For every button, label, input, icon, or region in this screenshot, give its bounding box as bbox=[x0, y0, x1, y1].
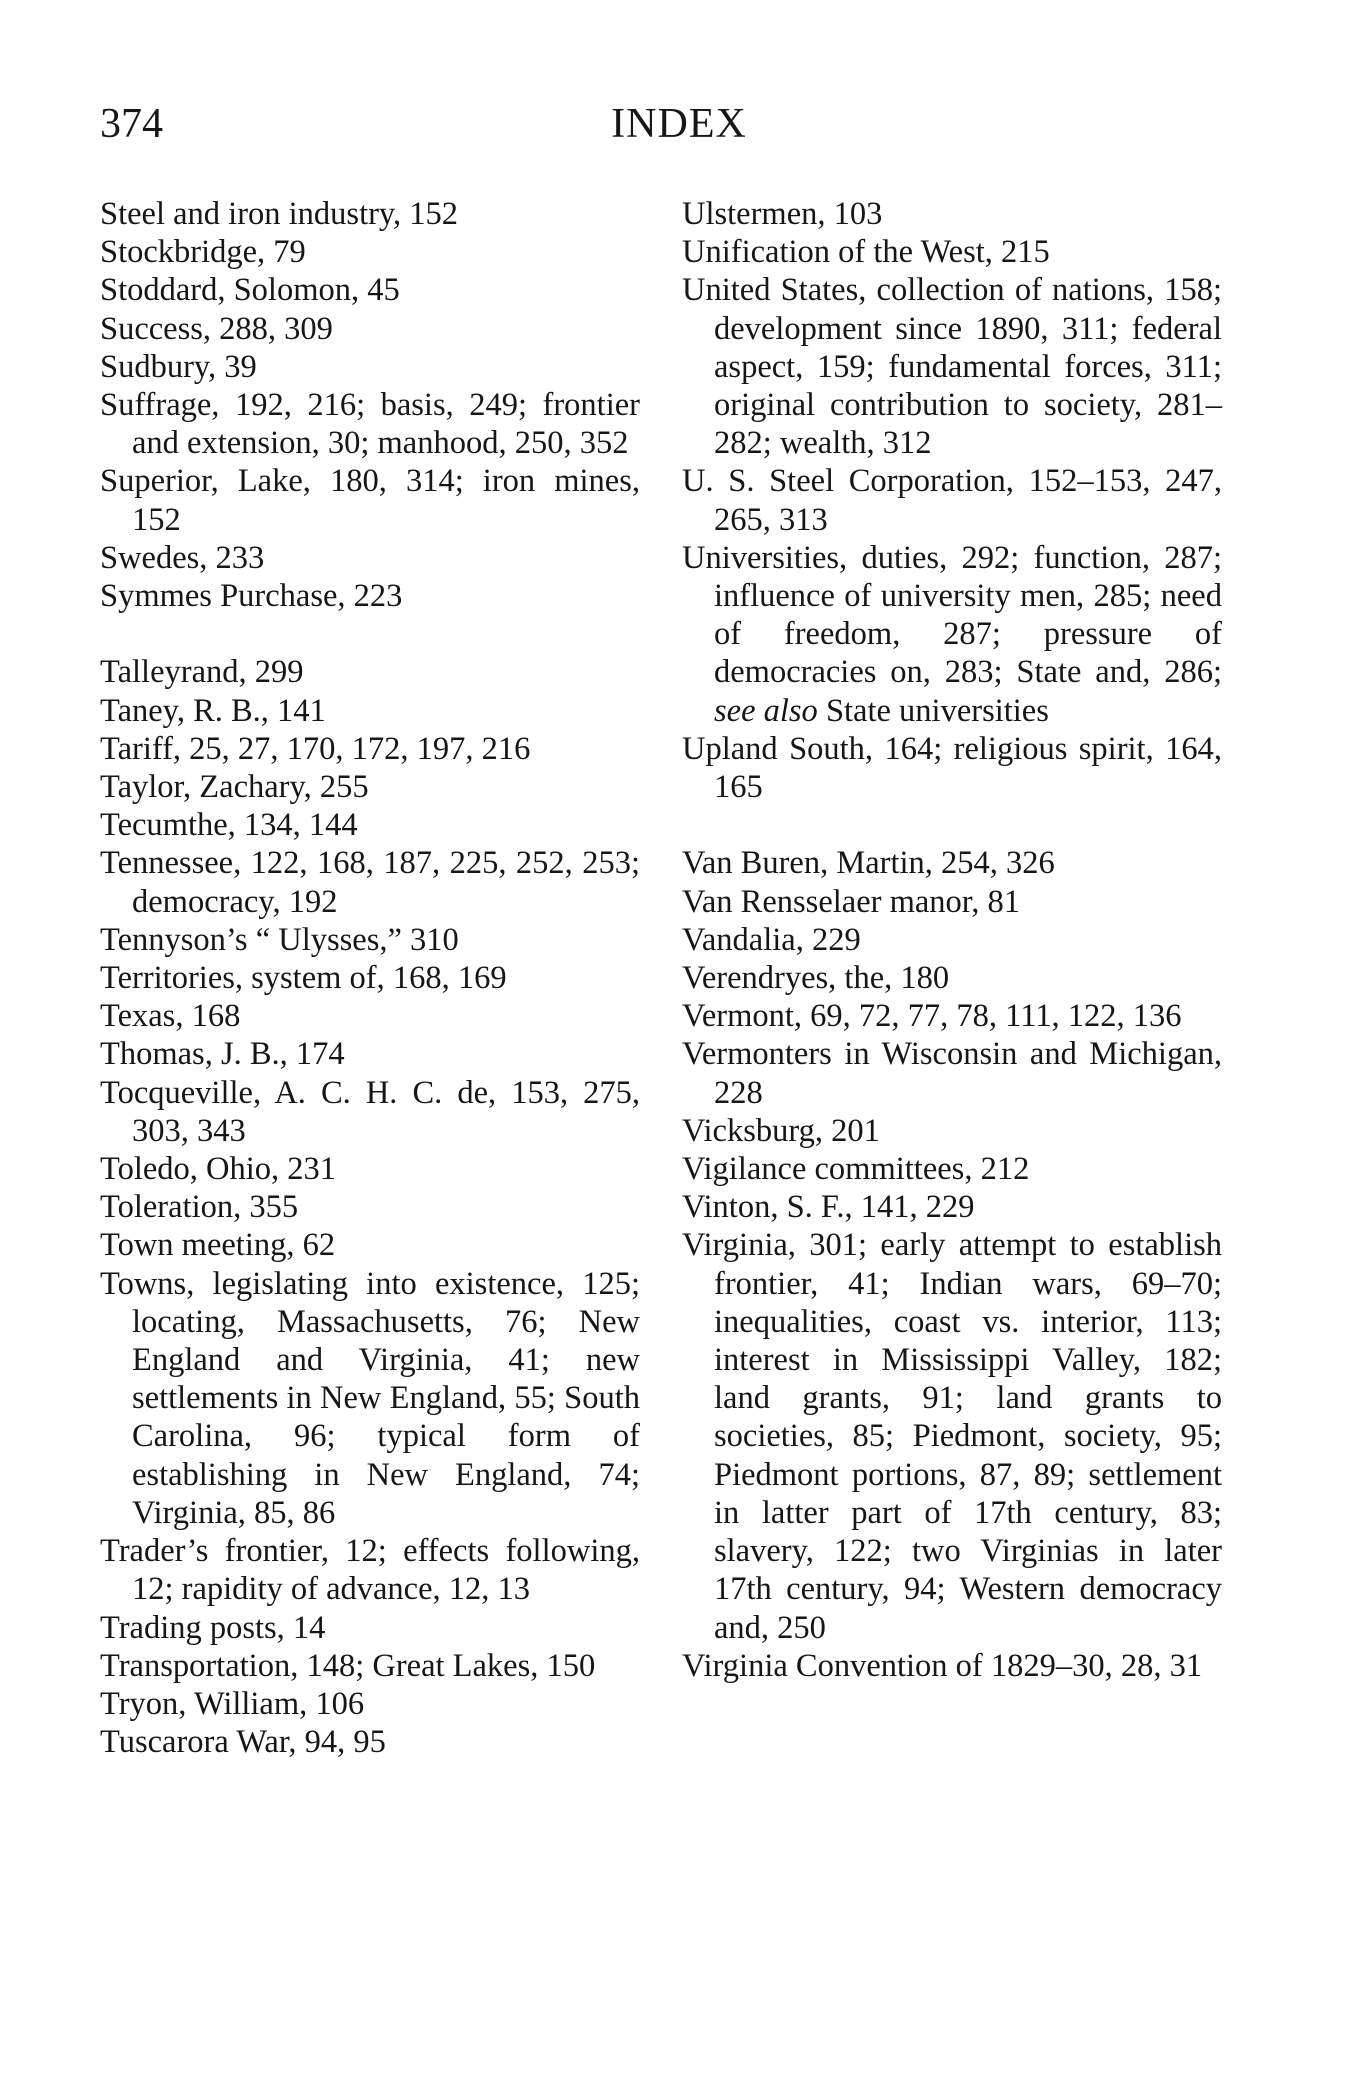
index-entry: Vermont, 69, 72, 77, 78, 111, 122, 136 bbox=[682, 998, 1182, 1035]
index-entry: Tariff, 25, 27, 170, 172, 197, 216 bbox=[100, 730, 531, 767]
index-entry: Sudbury, 39 bbox=[100, 348, 257, 385]
index-entry: Ulstermen, 103 bbox=[682, 196, 883, 232]
index-entry: Stoddard, Solomon, 45 bbox=[100, 272, 400, 309]
index-entry: Tecumthe, 134, 144 bbox=[100, 807, 358, 844]
page-number: 374 bbox=[100, 101, 163, 147]
index-entry: Stockbridge, 79 bbox=[100, 234, 306, 271]
index-entry: Tocqueville, A. C. H. C. de, 153, 275, 303, 343 bbox=[100, 1074, 640, 1149]
index-entry: Town meeting, 62 bbox=[100, 1227, 336, 1264]
index-entry: U. S. Steel Corporation, 152–153, 247, 265, 313 bbox=[682, 463, 1222, 538]
index-entry: Unification of the West, 215 bbox=[682, 234, 1050, 271]
index-entry: Swedes, 233 bbox=[100, 539, 265, 576]
index-entry: Tennyson’s “ Ulysses,” 310 bbox=[100, 921, 459, 958]
index-entry: Transportation, 148; Great Lakes, 150 bbox=[100, 1647, 596, 1684]
index-entry: Toleration, 355 bbox=[100, 1189, 299, 1226]
index-entry: Taylor, Zachary, 255 bbox=[100, 769, 369, 806]
index-entry: Vermonters in Wisconsin and Michigan, 228 bbox=[682, 1036, 1222, 1111]
index-entry: United States, collection of nations, 158; development since 1890, 311; federal aspect, 159; fundamental forces, 311; original contribution to society, 281–282; wealth, 312 bbox=[682, 272, 1222, 462]
index-entry: Vigilance committees, 212 bbox=[682, 1151, 1030, 1188]
page-title: INDEX bbox=[611, 101, 747, 147]
index-entry: Toledo, Ohio, 231 bbox=[100, 1151, 337, 1188]
entry-text: Universities, duties, 292; function, 287; influence of university men, 285; need of freedom, 287; pressure of democracies on, 283; State and, 286; bbox=[682, 539, 1222, 691]
index-entry: Towns, legislating into existence, 125; locating, Massachusetts, 76; New England and Virginia, 41; new settlements in New England, 55; South Carolina, 96; typical form of establishing in New England, 74; Virginia, 85, 86 bbox=[100, 1265, 640, 1531]
index-column-left bbox=[100, 195, 640, 1761]
index-entry-universities bbox=[682, 539, 1222, 730]
cross-reference-target: State universities bbox=[825, 692, 1049, 729]
index-entry: Vicksburg, 201 bbox=[682, 1112, 880, 1149]
index-entry: Thomas, J. B., 174 bbox=[100, 1036, 345, 1073]
index-entry: Verendryes, the, 180 bbox=[682, 960, 950, 997]
index-entry: Tryon, William, 106 bbox=[100, 1685, 365, 1722]
index-entry: Territories, system of, 168, 169 bbox=[100, 960, 507, 997]
cross-reference-label: see also bbox=[714, 692, 818, 729]
index-entry: Trader’s frontier, 12; effects following, 12; rapidity of advance, 12, 13 bbox=[100, 1533, 640, 1608]
index-entry: Van Buren, Martin, 254, 326 bbox=[682, 845, 1055, 882]
index-entry: Texas, 168 bbox=[100, 998, 241, 1035]
letter-group-divider bbox=[682, 806, 1222, 844]
index-entry: Upland South, 164; religious spirit, 164, 165 bbox=[682, 730, 1222, 806]
index-entry: Virginia, 301; early attempt to establish frontier, 41; Indian wars, 69–70; inequalities, coast vs. interior, 113; interest in Mississippi Valley, 182; land grants, 91; land grants to societies, 85; Piedmont, society, 95; Piedmont portions, 87, 89; settlement in latter part of 17th century, 83; slavery, 122; two Virginias in later 17th century, 94; Western democracy and, 250 bbox=[682, 1227, 1222, 1646]
index-entry: Superior, Lake, 180, 314; iron mines, 152 bbox=[100, 463, 640, 538]
index-entry: Success, 288, 309 bbox=[100, 310, 333, 347]
letter-group-divider bbox=[100, 615, 640, 653]
index-entry: Tennessee, 122, 168, 187, 225, 252, 253; democracy, 192 bbox=[100, 845, 640, 920]
index-entry: Trading posts, 14 bbox=[100, 1609, 326, 1646]
index-entry: Taney, R. B., 141 bbox=[100, 692, 326, 729]
index-entry: Steel and iron industry, 152 bbox=[100, 196, 459, 232]
index-entry: Symmes Purchase, 223 bbox=[100, 578, 403, 615]
index-entry: Vandalia, 229 bbox=[682, 921, 861, 958]
index-entry: Vinton, S. F., 141, 229 bbox=[682, 1189, 975, 1226]
index-entry: Talleyrand, 299 bbox=[100, 654, 304, 691]
index-entry: Suffrage, 192, 216; basis, 249; frontier and extension, 30; manhood, 250, 352 bbox=[100, 387, 640, 462]
index-entry: Tuscarora War, 94, 95 bbox=[100, 1724, 386, 1761]
index-column-right bbox=[682, 195, 1222, 1685]
index-entry: Virginia Convention of 1829–30, 28, 31 bbox=[682, 1647, 1203, 1684]
index-entry: Van Rensselaer manor, 81 bbox=[682, 883, 1021, 920]
